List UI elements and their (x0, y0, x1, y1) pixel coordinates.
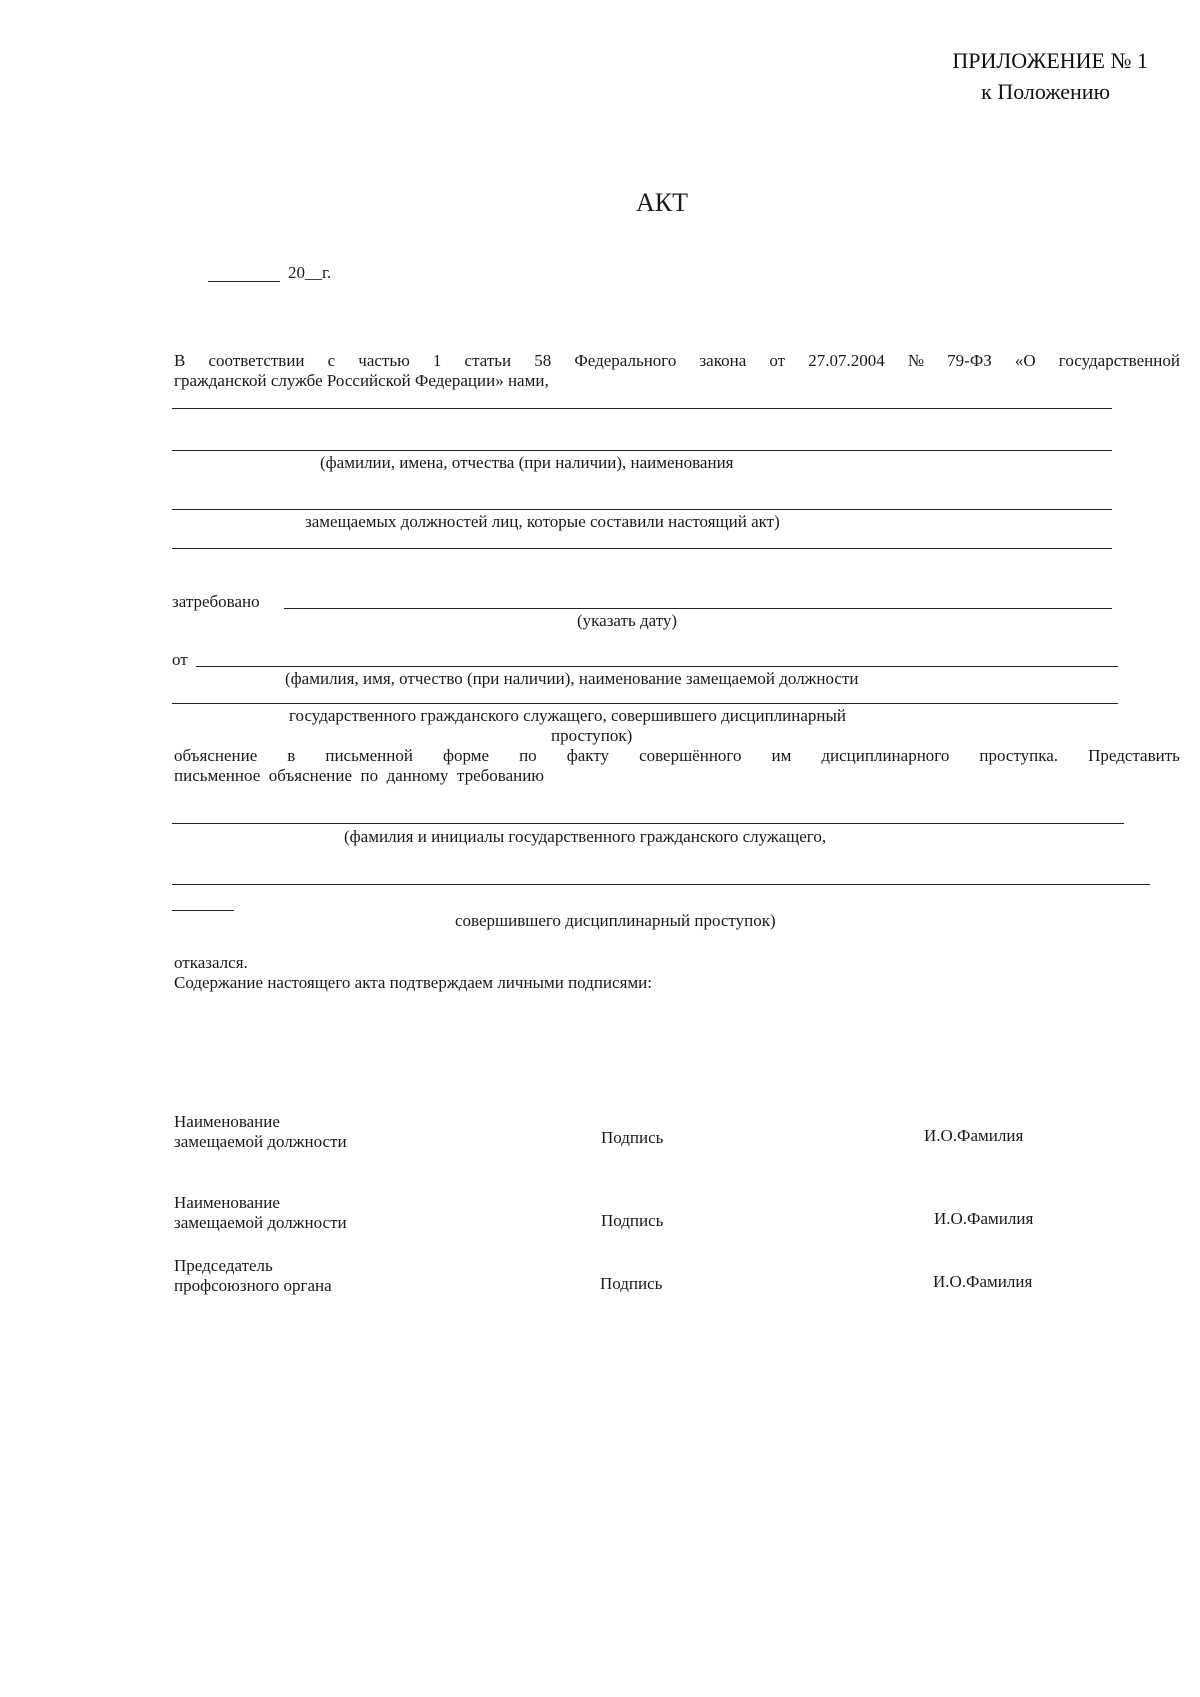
employee-caption-1: (фамилия, имя, отчество (при наличии), наименование замещаемой должности (285, 669, 859, 688)
explanation-word: дисциплинарного (821, 746, 950, 765)
intro-word: с (327, 351, 336, 370)
from-blank-line-2 (172, 703, 1118, 704)
explanation-word: факту (566, 746, 610, 765)
intro-word: государственной (1058, 351, 1180, 370)
signature-sign: Подпись (601, 1211, 664, 1230)
signature-position-line1: Председатель (174, 1256, 273, 1275)
explanation-word: письменной (325, 746, 413, 765)
persons-blank-line-2 (172, 450, 1112, 451)
explanation-word: форме (442, 746, 490, 765)
signature-position-line2: замещаемой должности (174, 1213, 347, 1232)
explanation-word: объяснение (174, 746, 258, 765)
intro-word: «О (1014, 351, 1036, 370)
appendix-heading: ПРИЛОЖЕНИЕ № 1 (952, 48, 1148, 73)
refused-text: отказался. (174, 953, 248, 972)
date-year: 20__г. (288, 263, 332, 282)
document-title: АКТ (636, 188, 688, 217)
persons-blank-line-4 (172, 548, 1112, 549)
signature-sign: Подпись (600, 1274, 663, 1293)
intro-word: закона (699, 351, 747, 370)
persons-blank-line-1 (172, 408, 1112, 409)
intro-word: 79-ФЗ (947, 351, 992, 370)
explanation-line1 (174, 746, 1180, 766)
explanation-word: им (771, 746, 792, 765)
intro-word: № (907, 351, 925, 370)
intro-word: 27.07.2004 (808, 351, 885, 370)
signature-name: И.О.Фамилия (933, 1272, 1033, 1291)
signature-position-line2: профсоюзного органа (174, 1276, 332, 1295)
confirm-text: Содержание настоящего акта подтверждаем личными подписями: (174, 973, 652, 992)
explanation-line2: письменное объяснение по данному требованию (174, 766, 545, 785)
intro-paragraph-line1 (174, 351, 1180, 371)
explanation-word: в (287, 746, 296, 765)
intro-paragraph-line2: гражданской службе Российской Федерации» нами, (174, 371, 549, 390)
requested-date-line (284, 608, 1112, 609)
refuser-caption-2: совершившего дисциплинарный проступок) (455, 911, 776, 930)
date-hint-caption: (указать дату) (577, 611, 678, 630)
intro-word: статьи (464, 351, 512, 370)
signature-name: И.О.Фамилия (934, 1209, 1034, 1228)
persons-caption-2: замещаемых должностей лиц, которые составили настоящий акт) (305, 512, 780, 531)
appendix-reference: к Положению (981, 79, 1110, 104)
persons-caption-1: (фамилии, имена, отчества (при наличии), наименования (320, 453, 734, 472)
employee-caption-3: проступок) (551, 726, 633, 745)
intro-word: Федерального (574, 351, 677, 370)
refuser-caption-1: (фамилия и инициалы государственного гражданского служащего, (344, 827, 827, 846)
explanation-word: Представить (1088, 746, 1180, 765)
intro-word: соответствии (208, 351, 305, 370)
refuser-blank-line-2 (172, 884, 1150, 885)
signature-position-line2: замещаемой должности (174, 1132, 347, 1151)
intro-word: 58 (534, 351, 552, 370)
explanation-word: проступка. (979, 746, 1059, 765)
intro-word: 1 (432, 351, 442, 370)
signature-name: И.О.Фамилия (924, 1126, 1024, 1145)
refuser-short-line (172, 910, 234, 911)
persons-blank-line-3 (172, 509, 1112, 510)
requested-label: затребовано (172, 592, 260, 611)
employee-caption-2: государственного гражданского служащего, совершившего дисциплинарный (289, 706, 847, 725)
from-blank-line-1 (196, 666, 1118, 667)
intro-word: В (174, 351, 186, 370)
explanation-word: совершённого (639, 746, 742, 765)
date-blank-line (208, 281, 280, 282)
refuser-blank-line-1 (172, 823, 1124, 824)
explanation-word: по (519, 746, 537, 765)
intro-word: частью (358, 351, 410, 370)
signature-position-line1: Наименование (174, 1112, 280, 1131)
signature-sign: Подпись (601, 1128, 664, 1147)
intro-word: от (769, 351, 786, 370)
from-label: от (172, 650, 188, 669)
signature-position-line1: Наименование (174, 1193, 280, 1212)
